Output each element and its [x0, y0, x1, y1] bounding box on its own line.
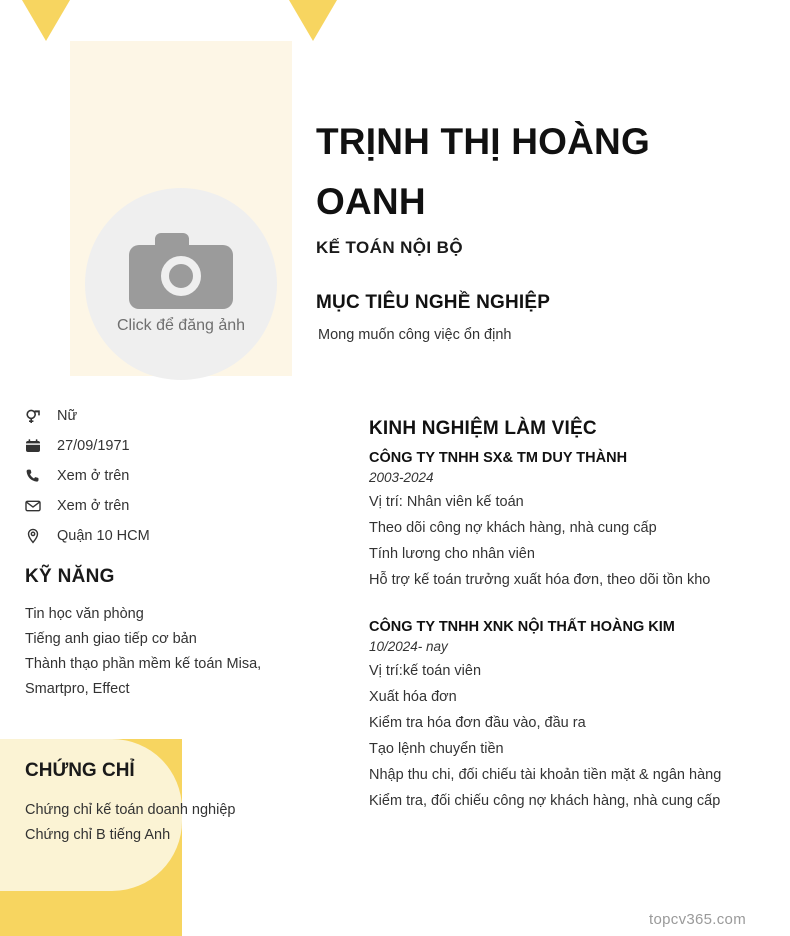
info-value-birthday: 27/09/1971: [57, 438, 130, 454]
skill-item: Thành thạo phần mềm kế toán Misa, Smartpro, Effect: [25, 656, 262, 697]
experience-item: [369, 619, 769, 814]
experience-bullet: Theo dõi công nợ khách hàng, nhà cung cấp: [369, 520, 657, 536]
info-row-gender: [25, 408, 315, 424]
camera-icon: [129, 233, 233, 309]
objective-text: Mong muốn công việc ổn định: [318, 327, 512, 343]
triangle-decoration-right: [289, 0, 337, 41]
skill-item: Tin học văn phòng: [25, 606, 144, 622]
info-row-birthday: [25, 438, 315, 454]
experience-item: [369, 450, 769, 593]
phone-icon: [25, 468, 49, 484]
calendar-icon: [25, 438, 49, 454]
experience-bullet: Vị trí:kế toán viên: [369, 663, 482, 679]
certificates-section: [25, 760, 285, 848]
experience-bullet: Xuất hóa đơn: [369, 689, 457, 705]
experience-company: CÔNG TY TNHH SX& TM DUY THÀNH: [369, 450, 628, 466]
info-value-phone: Xem ở trên: [57, 468, 130, 484]
gender-icon: [25, 408, 49, 424]
experience-bullet: Nhập thu chi, đối chiếu tài khoản tiền mặt & ngân hàng: [369, 767, 722, 783]
certificates-title: CHỨNG CHỈ: [25, 760, 135, 781]
info-row-address: [25, 528, 315, 544]
skills-title: KỸ NĂNG: [25, 566, 115, 587]
watermark: topcv365.com: [649, 911, 746, 928]
experience-bullet: Hỗ trợ kế toán trưởng xuất hóa đơn, theo dõi tồn kho: [369, 572, 711, 588]
experience-bullet: Vị trí: Nhân viên kế toán: [369, 494, 524, 510]
avatar-upload[interactable]: [85, 188, 277, 380]
experience-bullet: Tạo lệnh chuyển tiền: [369, 741, 504, 757]
experience-bullet: Kiểm tra hóa đơn đầu vào, đầu ra: [369, 715, 586, 731]
info-row-email: [25, 498, 315, 514]
experience-list: [369, 450, 769, 840]
avatar-caption: Click để đăng ảnh: [116, 317, 246, 334]
experience-bullet: Kiểm tra, đối chiếu công nợ khách hàng, nhà cung cấp: [369, 793, 721, 809]
triangle-decoration-left: [22, 0, 70, 41]
left-column: [25, 408, 315, 702]
candidate-name: TRỊNH THỊ HOÀNG OANH: [316, 121, 650, 222]
objective-title: MỤC TIÊU NGHỀ NGHIỆP: [316, 292, 551, 313]
experience-period: 10/2024- nay: [369, 639, 448, 654]
skill-item: Tiếng anh giao tiếp cơ bản: [25, 631, 197, 647]
experience-title: KINH NGHIỆM LÀM VIỆC: [369, 418, 597, 439]
location-icon: [25, 528, 49, 544]
info-value-gender: Nữ: [57, 408, 78, 424]
info-value-email: Xem ở trên: [57, 498, 130, 514]
mail-icon: [25, 498, 49, 514]
experience-bullet: Tính lương cho nhân viên: [369, 546, 535, 562]
certificate-item: Chứng chỉ B tiếng Anh: [25, 827, 171, 843]
experience-period: 2003-2024: [369, 470, 434, 485]
job-title: KẾ TOÁN NỘI BỘ: [316, 238, 463, 257]
top-decoration-bar: [0, 0, 790, 41]
info-value-address: Quận 10 HCM: [57, 528, 150, 544]
info-row-phone: [25, 468, 315, 484]
certificate-item: Chứng chỉ kế toán doanh nghiệp: [25, 802, 236, 818]
experience-company: CÔNG TY TNHH XNK NỘI THẤT HOÀNG KIM: [369, 619, 675, 635]
